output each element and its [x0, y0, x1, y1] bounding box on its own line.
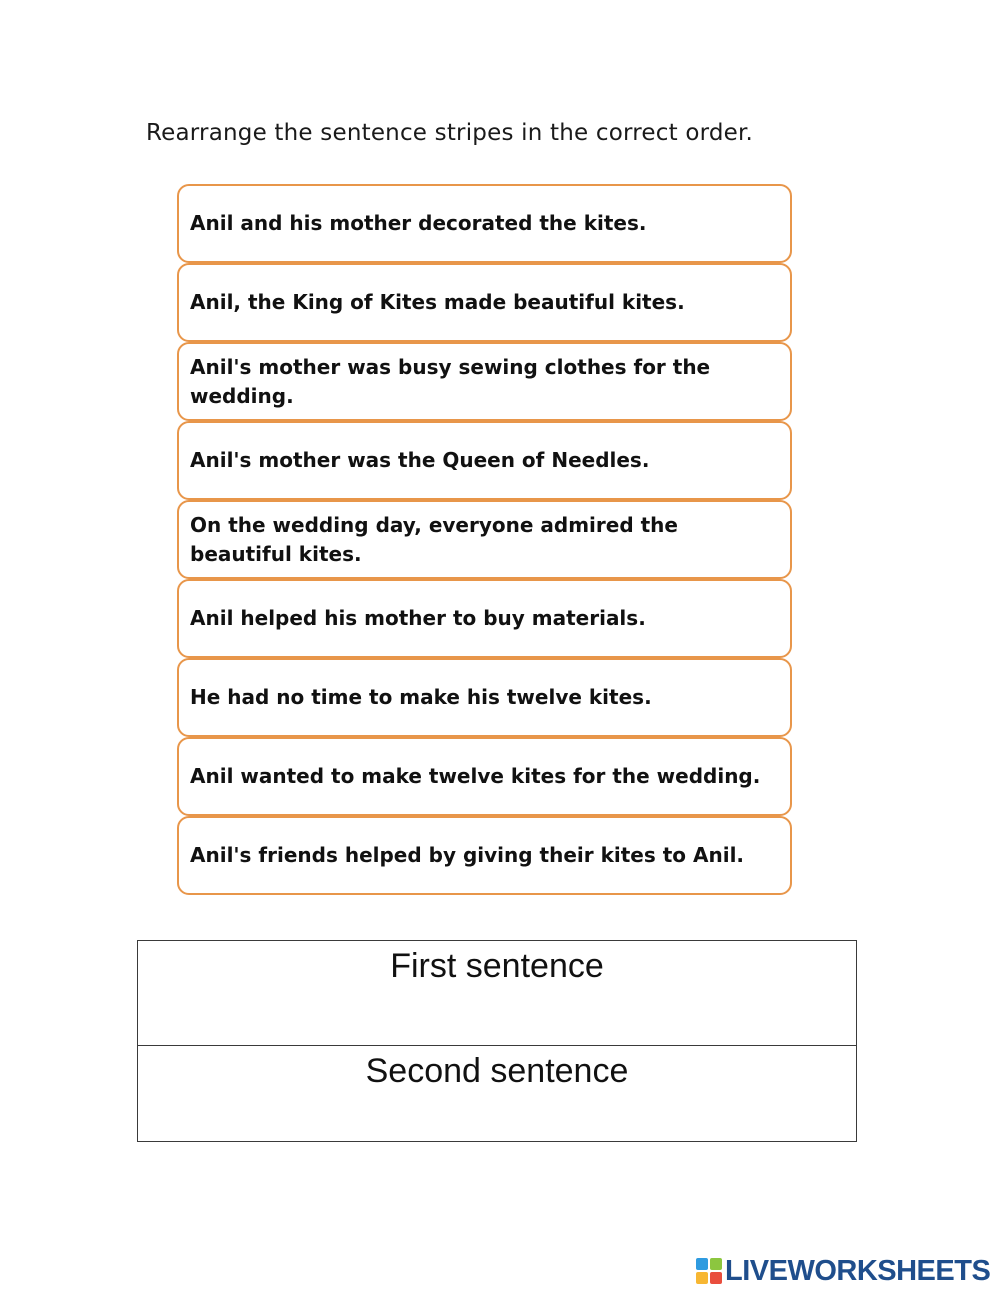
first-sentence-label: First sentence [390, 947, 604, 985]
strip-text: Anil's friends helped by giving their kites to Anil. [190, 843, 745, 867]
strip-text: On the wedding day, everyone admired the beautiful kites. [190, 512, 678, 566]
sentence-strip[interactable] [177, 184, 792, 263]
sentence-strip[interactable] [177, 658, 792, 737]
liveworksheets-logo-icon [696, 1258, 722, 1284]
strip-text: Anil's mother was busy sewing clothes for the wedding. [190, 354, 711, 408]
sentence-strip[interactable] [177, 421, 792, 500]
logo-square [710, 1272, 722, 1284]
liveworksheets-brand [696, 1255, 990, 1287]
answer-table [137, 940, 857, 1142]
strip-text: Anil, the King of Kites made beautiful kites. [190, 290, 685, 314]
brand-name: LIVEWORKSHEETS [725, 1254, 991, 1287]
sentence-strip[interactable] [177, 500, 792, 579]
strip-text: He had no time to make his twelve kites. [190, 685, 652, 709]
second-sentence-drop-zone[interactable] [138, 1046, 857, 1142]
sentence-strip[interactable] [177, 737, 792, 816]
answer-row-second [138, 1046, 857, 1142]
strip-text: Anil helped his mother to buy materials. [190, 606, 646, 630]
strip-text: Anil and his mother decorated the kites. [190, 211, 647, 235]
sentence-strip[interactable] [177, 263, 792, 342]
logo-square [696, 1272, 708, 1284]
sentence-strip[interactable] [177, 342, 792, 421]
sentence-strip[interactable] [177, 579, 792, 658]
strip-text: Anil wanted to make twelve kites for the wedding. [190, 764, 761, 788]
strip-text: Anil's mother was the Queen of Needles. [190, 448, 650, 472]
second-sentence-label: Second sentence [365, 1052, 629, 1090]
logo-square [710, 1258, 722, 1270]
sentence-strip[interactable] [177, 816, 792, 895]
logo-square [696, 1258, 708, 1270]
first-sentence-drop-zone[interactable] [138, 941, 857, 1046]
answer-row-first [138, 941, 857, 1046]
instruction-text: Rearrange the sentence stripes in the correct order. [146, 120, 754, 146]
